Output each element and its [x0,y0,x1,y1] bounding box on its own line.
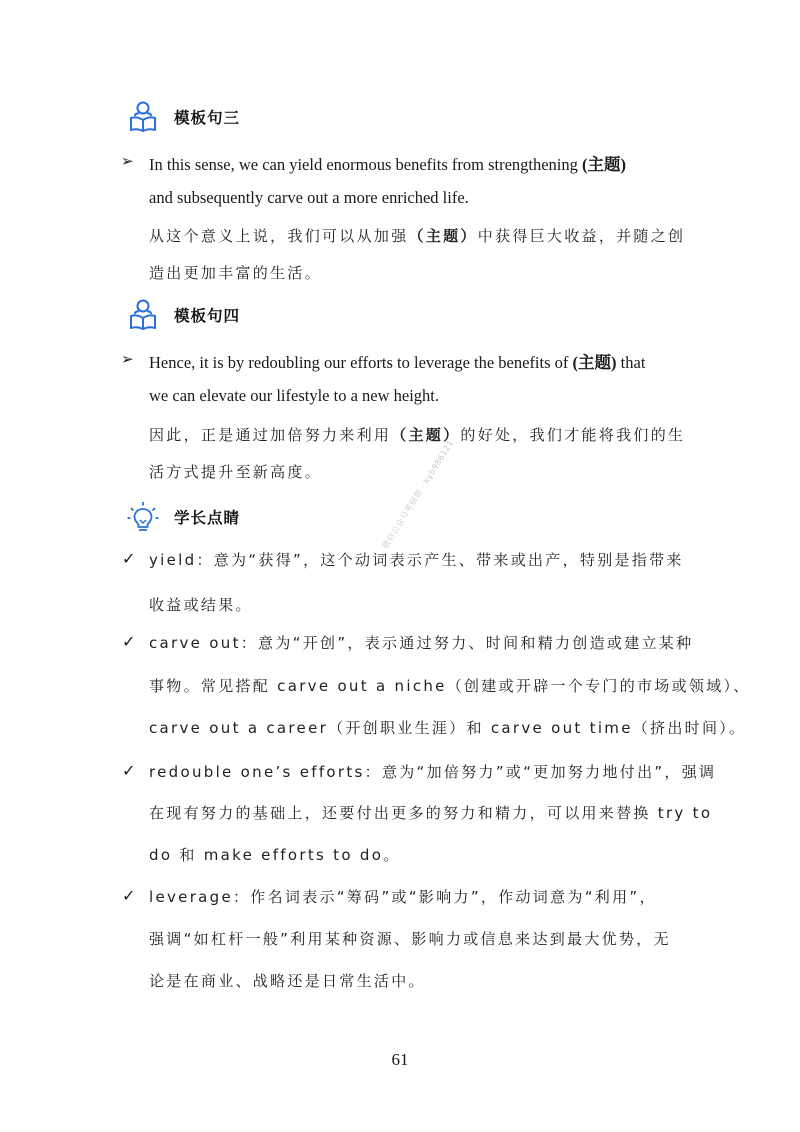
template-4-cn-line-1 [149,424,685,445]
tip-carve-out-line-2: 事物。常见搭配 carve out a niche（创建或开辟一个专门的市场或领域）、 [149,677,751,695]
tip-yield-line-1: yield：意为“获得”，这个动词表示产生、带来或出产，特别是指带来 [149,551,684,569]
cn-text: 从这个意义上说，我们可以从加强 [149,227,409,245]
arrow-bullet-icon: ➢ [121,152,134,170]
tip-carve-out-line-1: carve out：意为“开创”，表示通过努力、时间和精力创造或建立某种 [149,634,694,652]
en-text: that [616,353,646,372]
template-4-en-line-2: we can elevate our lifestyle to a new height. [149,386,440,405]
tip-leverage-line-3: 论是在商业、战略还是日常生活中。 [149,972,426,990]
tip-carve-out-line-3: carve out a career（开创职业生涯）和 carve out time（挤出时间）。 [149,719,747,737]
topic-placeholder: （主题） [391,426,461,444]
check-mark-icon: ✓ [122,549,136,568]
reader-book-icon [126,100,160,134]
template-title: 模板句四 [174,307,241,325]
template-3-heading [126,100,240,134]
template-title: 模板句三 [174,109,241,127]
template-3-en-line-1 [149,151,626,175]
cn-text: 的好处，我们才能将我们的生 [460,426,686,444]
tip-yield-line-2: 收益或结果。 [149,596,253,614]
cn-text: 因此，正是通过加倍努力来利用 [149,426,392,444]
topic-placeholder: (主题) [582,155,627,174]
en-text: Hence, it is by redoubling our efforts to leverage the benefits of [149,353,573,372]
topic-placeholder: （主题） [408,227,478,245]
page-number: 61 [391,1050,409,1069]
reader-book-icon [126,298,160,332]
watermark: 微信公众号考研帮 · kyb986121 [380,438,456,551]
topic-placeholder: (主题) [572,353,617,372]
check-mark-icon: ✓ [122,632,136,651]
template-4-heading [126,298,240,332]
arrow-bullet-icon: ➢ [121,350,134,368]
tip-leverage-line-1: leverage：作名词表示“筹码”或“影响力”，作动词意为“利用”， [149,888,657,906]
template-3-en-line-2: and subsequently carve out a more enriched life. [149,188,469,207]
tip-leverage-line-2: 强调“如杠杆一般”利用某种资源、影响力或信息来达到最大优势，无 [149,930,671,948]
tips-heading [126,500,240,534]
tips-title: 学长点睛 [174,509,241,527]
template-3-cn-line-2: 造出更加丰富的生活。 [149,264,323,282]
template-3-cn-line-1 [149,225,685,246]
lightbulb-icon [126,500,160,534]
en-text: In this sense, we can yield enormous benefits from strengthening [149,155,583,174]
tip-redouble-line-3: do 和 make efforts to do。 [149,846,401,864]
tip-redouble-line-2: 在现有努力的基础上，还要付出更多的努力和精力，可以用来替换 try to [149,804,713,822]
template-4-cn-line-2: 活方式提升至新高度。 [149,463,323,481]
cn-text: 中获得巨大收益，并随之创 [477,227,686,245]
check-mark-icon: ✓ [122,761,136,780]
tip-redouble-line-1: redouble one’s efforts：意为“加倍努力”或“更加努力地付出”，强调 [149,763,717,781]
check-mark-icon: ✓ [122,886,136,905]
template-4-en-line-1 [149,349,645,373]
